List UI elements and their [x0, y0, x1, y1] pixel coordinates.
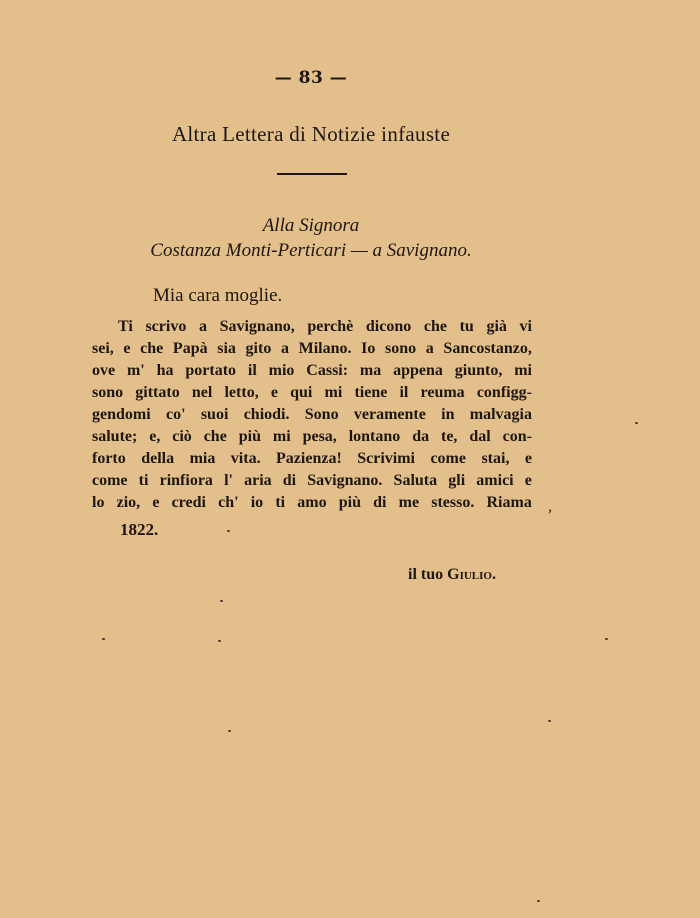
- body-line: come ti rinfiora l' aria di Savignano. Saluta gli amici e: [92, 472, 532, 489]
- title-rule: [277, 173, 347, 175]
- body-line: sono gittato nel letto, e qui mi tiene il reuma configg-: [92, 384, 532, 401]
- page-speck: [635, 422, 638, 424]
- body-line: salute; e, ciò che più mi pesa, lontano da te, dal con-: [92, 428, 532, 445]
- page-speck: [228, 730, 231, 732]
- addressee-line-2: Costanza Monti-Perticari — a Savignano.: [150, 240, 472, 261]
- page-speck: [605, 638, 608, 640]
- letter-title: Altra Lettera di Notizie infauste: [171, 122, 451, 146]
- body-line: gendomi co' suoi chiodi. Sono veramente in malvagia: [92, 406, 532, 423]
- signature-prefix: il tuo: [408, 566, 444, 583]
- page-speck: [537, 900, 540, 902]
- body-line: sei, e che Papà sia gito a Milano. Io sono a Sancostanzo,: [92, 340, 532, 357]
- page-speck: [218, 640, 221, 642]
- signature-name: Giulio.: [447, 566, 496, 583]
- page-speck: [227, 530, 230, 532]
- body-line: ove m' ha portato il mio Cassi: ma appena giunto, mi: [92, 362, 532, 379]
- page-speck: [102, 638, 105, 640]
- page-number: — 83 —: [274, 68, 348, 88]
- year: 1822.: [120, 520, 159, 539]
- salutation: Mia cara moglie.: [153, 285, 283, 306]
- addressee-line-1: Alla Signora: [262, 215, 360, 236]
- body-line: Ti scrivo a Savignano, perchè dicono che tu già vi: [118, 318, 532, 335]
- body-line: lo zio, e credi ch' io ti amo più di me stesso. Riama: [92, 494, 532, 511]
- page-speck: ,: [548, 498, 552, 515]
- body-line: forto della mia vita. Pazienza! Scrivimi come stai, e: [92, 450, 532, 467]
- signature: [408, 566, 496, 584]
- page-speck: [220, 600, 223, 602]
- page-speck: [548, 720, 551, 722]
